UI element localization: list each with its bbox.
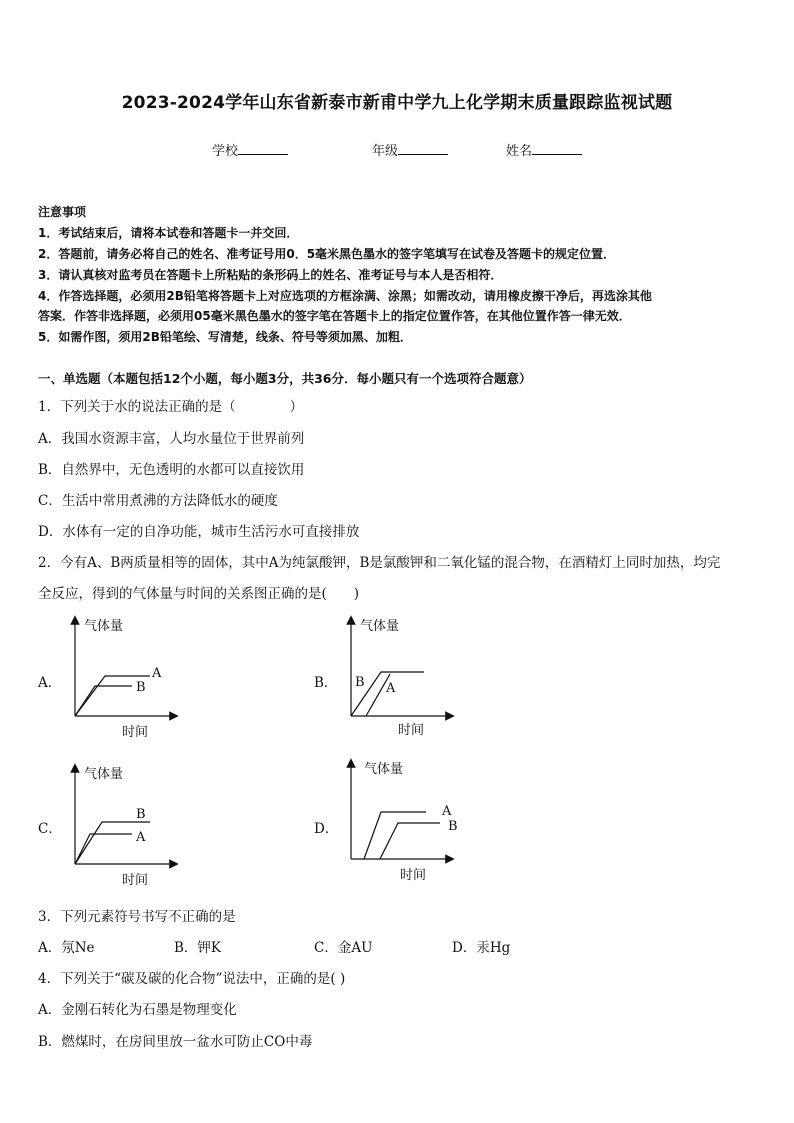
notes-heading: 注意事项 bbox=[38, 205, 87, 219]
q1-option-d[interactable]: D．水体有一定的自净功能，城市生活污水可直接排放 bbox=[38, 524, 360, 540]
curve-label: A bbox=[152, 666, 162, 681]
note-item: 答案．作答非选择题，必须用05毫米黑色墨水的签字笔在答题卡上的指定位置作答，在其他位置作答一律无效． bbox=[38, 309, 631, 323]
curve-label: A bbox=[136, 830, 146, 845]
q3-option-b[interactable]: B．钾K bbox=[174, 940, 222, 956]
school-label: 学校 bbox=[212, 144, 239, 159]
name-blank[interactable] bbox=[532, 142, 582, 155]
q3-option-c[interactable]: C．金AU bbox=[314, 940, 373, 956]
school-field[interactable] bbox=[212, 140, 288, 159]
q1-stem: 1．下列关于水的说法正确的是（ ） bbox=[38, 399, 304, 415]
q2-graph-c bbox=[60, 760, 190, 890]
q1-option-a[interactable]: A．我国水资源丰富，人均水量位于世界前列 bbox=[38, 431, 305, 447]
q4-option-b[interactable]: B．燃煤时，在房间里放一盆水可防止CO中毒 bbox=[38, 1034, 313, 1050]
grade-field[interactable] bbox=[372, 140, 448, 159]
name-label: 姓名 bbox=[506, 144, 533, 159]
curve-label: A bbox=[442, 804, 452, 819]
name-field[interactable] bbox=[506, 140, 582, 159]
y-axis-label: 气体量 bbox=[360, 619, 400, 634]
q2-option-c[interactable]: C． bbox=[38, 821, 62, 837]
school-blank[interactable] bbox=[238, 142, 288, 155]
q2-graph-d bbox=[336, 755, 466, 885]
q2-option-b[interactable]: B． bbox=[314, 675, 338, 691]
q2-stem-line1: 2．今有A、B两质量相等的固体，其中A为纯氯酸钾，B是氯酸钾和二氧化锰的混合物，在酒精灯上同时加热，均完 bbox=[38, 555, 721, 571]
q2-graph-b bbox=[336, 612, 466, 742]
curve-label: B bbox=[355, 675, 365, 690]
note-item: 2．答题前，请务必将自己的姓名、准考证号用0．5毫米黑色墨水的签字笔填写在试卷及答题卡的规定位置． bbox=[38, 247, 616, 261]
q3-option-a[interactable]: A．氖Ne bbox=[38, 940, 95, 956]
y-axis-label: 气体量 bbox=[84, 767, 124, 782]
note-item: 5．如需作图，须用2B铅笔绘、写清楚，线条、符号等须加黑、加粗． bbox=[38, 330, 412, 344]
curve-label: A bbox=[386, 681, 396, 696]
x-axis-label: 时间 bbox=[122, 873, 149, 888]
q1-option-b[interactable]: B．自然界中，无色透明的水都可以直接饮用 bbox=[38, 462, 305, 478]
q2-option-d[interactable]: D． bbox=[314, 821, 339, 837]
note-item: 4．作答选择题，必须用2B铅笔将答题卡上对应选项的方框涂满、涂黑；如需改动，请用橡皮擦干净后，再选涂其他 bbox=[38, 289, 652, 303]
grade-label: 年级 bbox=[372, 144, 399, 159]
q1-option-c[interactable]: C．生活中常用煮沸的方法降低水的硬度 bbox=[38, 493, 278, 509]
q2-stem-line2: 全反应，得到的气体量与时间的关系图正确的是( ) bbox=[38, 586, 360, 602]
y-axis-label: 气体量 bbox=[364, 762, 404, 777]
curve-b bbox=[380, 823, 440, 859]
x-axis-label: 时间 bbox=[122, 725, 149, 740]
x-axis-label: 时间 bbox=[398, 723, 425, 738]
q2-option-a[interactable]: A． bbox=[38, 675, 62, 691]
q4-option-a[interactable]: A．金刚石转化为石墨是物理变化 bbox=[38, 1002, 237, 1018]
section-heading: 一、单选题（本题包括12个小题，每小题3分，共36分．每小题只有一个选项符合题意） bbox=[38, 371, 532, 386]
curve-label: B bbox=[136, 680, 146, 695]
q2-graph-a bbox=[60, 612, 190, 742]
note-item: 3．请认真核对监考员在答题卡上所粘贴的条形码上的姓名、准考证号与本人是否相符． bbox=[38, 268, 503, 282]
q4-stem: 4．下列关于“碳及碳的化合物”说法中，正确的是( ) bbox=[38, 971, 346, 987]
note-item: 1．考试结束后，请将本试卷和答题卡一并交回． bbox=[38, 226, 299, 240]
curve-a bbox=[364, 812, 426, 859]
q3-stem: 3．下列元素符号书写不正确的是 bbox=[38, 909, 236, 925]
y-axis-label: 气体量 bbox=[84, 619, 124, 634]
grade-blank[interactable] bbox=[398, 142, 448, 155]
curve-a bbox=[75, 834, 132, 864]
curve-label: B bbox=[136, 807, 146, 822]
curve-b bbox=[75, 686, 132, 716]
x-axis-label: 时间 bbox=[400, 868, 427, 883]
page-title: 2023-2024学年山东省新泰市新甫中学九上化学期末质量跟踪监视试题 bbox=[121, 93, 673, 113]
q3-option-d[interactable]: D．汞Hg bbox=[452, 940, 511, 956]
curve-label: B bbox=[448, 819, 458, 834]
